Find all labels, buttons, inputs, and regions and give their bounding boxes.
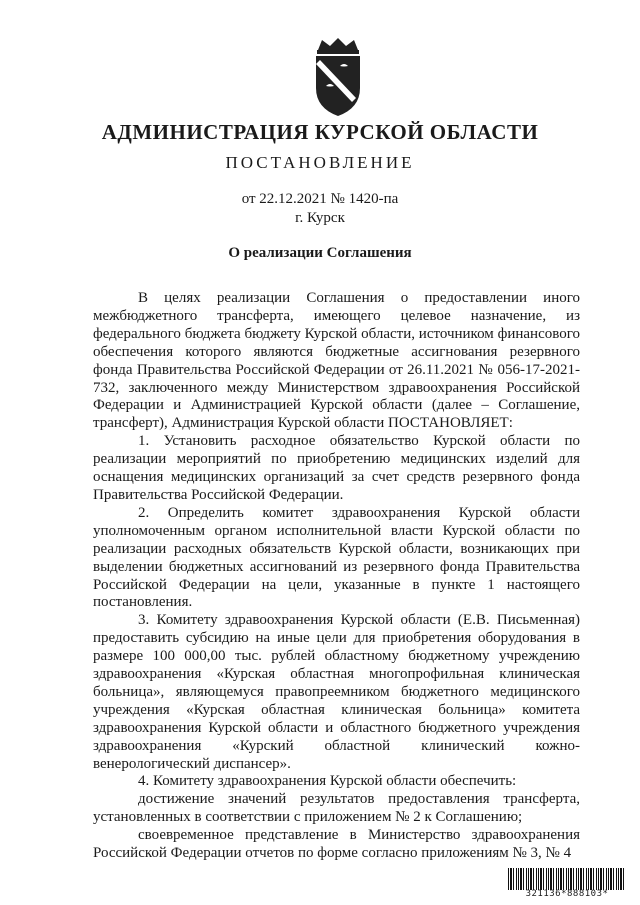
- document-body: [93, 290, 580, 863]
- item-3-paragraph: 3. Комитету здравоохранения Курской области (Е.В. Письменная) предоставить субсидию на иные цели для приобретения оборудования в размере 100 000,00 тыс. рублей областному бюджетному учреждению здравоохранения «Курская областная многопрофильная клиническая больница», являющемуся правопреемником бюджетного медицинского учреждения «Курская областная клиническая больница» комитета здравоохранения Курской области и областного бюджетного учреждения здравоохранения «Курский областной клинический кожно-венерологический диспансер».: [93, 612, 580, 772]
- item-1-paragraph: 1. Установить расходное обязательство Курской области по реализации мероприятий по приобретению медицинских изделий для оснащения медицинских организаций за счет средств резервного фонда Правительства Российской Федерации.: [93, 433, 580, 503]
- item-4-subitem-2: своевременное представление в Министерство здравоохранения Российской Федерации отчетов по форме согласно приложениям № 3, № 4: [93, 827, 580, 862]
- item-2-paragraph: 2. Определить комитет здравоохранения Курской области уполномоченным органом исполнительной власти Курской области по реализации расходных обязательств Курской области, возникающих при выделении бюджетных ассигнований из резервного фонда Правительства Российской Федерации на цели, указанные в пункте 1 настоящего постановления.: [93, 504, 580, 611]
- document-date-number: от 22.12.2021 № 1420-па: [241, 191, 399, 207]
- document-city: г. Курск: [295, 210, 345, 226]
- preamble-paragraph: В целях реализации Соглашения о предоставлении иного межбюджетного трансферта, имеющего целевое назначение, из федерального бюджета бюджету Курской области, источником финансового обеспечения которого являются бюджетные ассигнования резервного фонда Правительства Российской Федерации от 26.11.2021 № 056-17-2021-732, заключенного между Министерством здравоохранения Российской Федерации и Администрацией Курской области (далее – Соглашение, трансферт), Администрация Курской области ПОСТАНОВЛЯЕТ:: [93, 290, 580, 432]
- document-type: ПОСТАНОВЛЕНИЕ: [225, 153, 415, 172]
- document-subject: О реализации Соглашения: [228, 245, 412, 261]
- barcode-number: 321136*888103*: [525, 889, 609, 899]
- item-4-subitem-1: достижение значений результатов предоставления трансферта, установленных в соответствии с приложением № 2 к Соглашению;: [93, 791, 580, 826]
- item-4-paragraph: 4. Комитету здравоохранения Курской области обеспечить:: [138, 773, 517, 790]
- barcode-icon: [508, 868, 626, 890]
- organization-title: АДМИНИСТРАЦИЯ КУРСКОЙ ОБЛАСТИ: [101, 120, 539, 144]
- coat-of-arms-icon: [300, 36, 376, 118]
